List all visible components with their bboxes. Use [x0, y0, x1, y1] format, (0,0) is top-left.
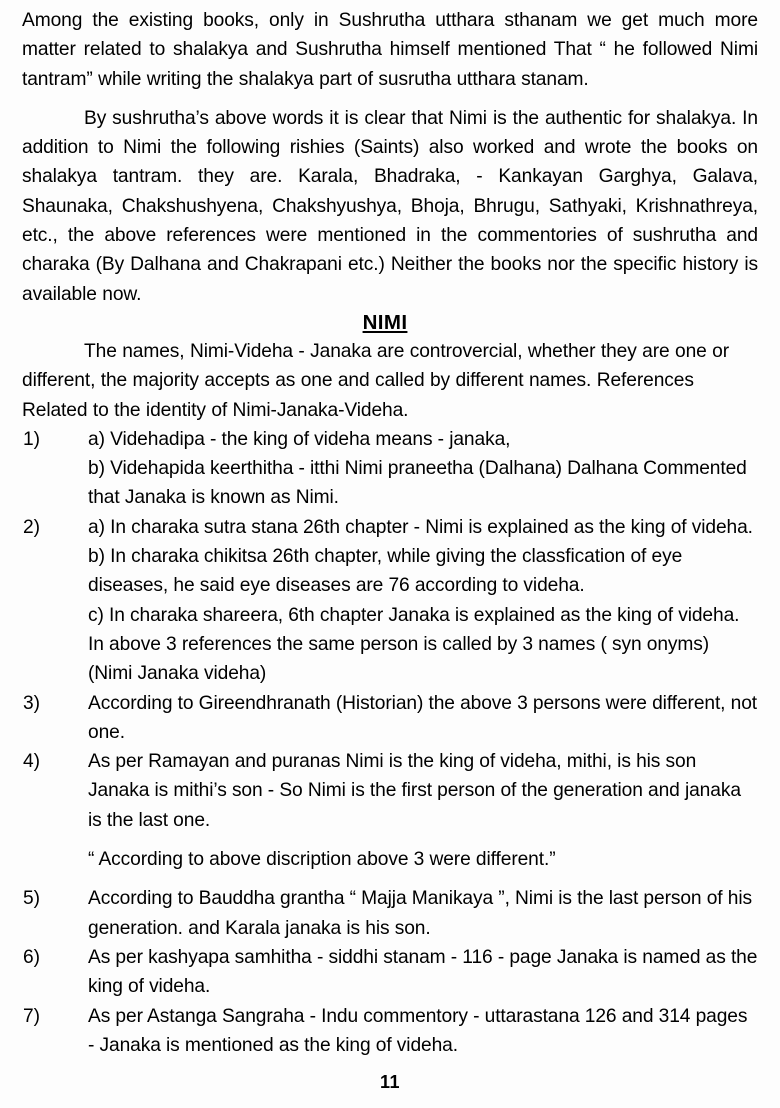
list-item-number: 7) — [23, 1005, 41, 1027]
list-item-number: 6) — [23, 946, 41, 968]
paragraph-1: Among the existing books, only in Sushrutha utthara sthanam we get much more matter related to shalakya and Sushrutha himself mentioned That “ he followed Nimi tantram” while writing the shalakya part of susrutha utthara stanam. — [22, 10, 758, 90]
list-item — [22, 513, 758, 689]
list-item-body — [88, 1002, 758, 1061]
list-item-subline: According to Gireendhranath (Historian) the above 3 persons were different, not one. — [88, 692, 758, 743]
list-item — [22, 689, 758, 748]
list-item-subline: As per kashyapa samhitha - siddhi stanam - 116 - page Janaka is named as the king of videha. — [88, 946, 758, 998]
list-item — [22, 425, 758, 513]
list-item-body — [88, 513, 758, 689]
list-item-subline: a) In charaka sutra stana 26th chapter - Nimi is explained as the king of videha. — [88, 516, 753, 538]
list-item-number: 4) — [23, 751, 41, 773]
list-item-number: 1) — [23, 428, 41, 450]
list-item-subline: As per Astanga Sangraha - Indu commentory - uttarastana 126 and 314 pages - Janaka is mentioned as the king of videha. — [88, 1005, 748, 1056]
list-item — [22, 884, 758, 943]
paragraph-intro: The names, Nimi-Videha - Janaka are controvercial, whether they are one or different, the majority accepts as one and called by different names. References Related to the identity of Nimi-Janaka-Videha. — [22, 340, 730, 421]
list-item-subline: c) In charaka shareera, 6th chapter Janaka is explained as the king of videha. — [88, 604, 740, 626]
list-item — [22, 1002, 758, 1061]
list-item-subline: b) In charaka chikitsa 26th chapter, while giving the classfication of eye diseases, he said eye diseases are 76 according to videha. — [88, 546, 683, 597]
list-item-body — [88, 689, 758, 748]
list-item-subline: a) Videhadipa - the king of videha means - janaka, — [88, 428, 511, 450]
reference-list-continued — [22, 884, 758, 1060]
paragraph-spacer — [22, 94, 758, 104]
paragraph-2: By sushrutha’s above words it is clear that Nimi is the authentic for shalakya. In addition to Nimi the following rishies (Saints) also worked and wrote the books on shalakya tantram. they are. Karala, Bhadraka, - Kankayan Garghya, Galava, Shaunaka, Chakshushyena, Chakshyushya, Bhoja, Bhrugu, Sathyaki, Krishnathreya, etc., the above references were mentioned in the commentories of sushrutha and charaka (By Dalhana and Chakrapani etc.) Neither the books nor the specific history is available now. — [22, 107, 758, 305]
section-heading-nimi: NIMI — [362, 310, 408, 334]
list-item-subline: In above 3 references the same person is called by 3 names ( syn onyms) (Nimi Janaka videha) — [88, 633, 710, 685]
list-item-subline: As per Ramayan and puranas Nimi is the king of videha, mithi, is his son Janaka is mithi’s son - So Nimi is the first person of the generation and janaka is the last one. — [88, 751, 741, 831]
quote-spacer — [22, 835, 758, 845]
document-body — [22, 6, 758, 1060]
list-item-body — [88, 425, 758, 513]
list-item — [22, 943, 758, 1002]
quote-spacer-bottom — [22, 874, 758, 884]
page-number: 11 — [379, 1072, 401, 1092]
inline-quote: “ According to above discription above 3 were different.” — [88, 849, 556, 871]
list-item-body — [88, 747, 758, 835]
list-item-body — [88, 884, 758, 943]
list-item-number: 5) — [23, 888, 41, 910]
list-item-number: 3) — [23, 692, 41, 714]
list-item-number: 2) — [23, 516, 41, 538]
list-item-subline: According to Bauddha grantha “ Majja Manikaya ”, Nimi is the last person of his generation. and Karala janaka is his son. — [88, 888, 752, 939]
reference-list — [22, 425, 758, 835]
list-item — [22, 747, 758, 835]
list-item-subline: b) Videhapida keerthitha - itthi Nimi praneetha (Dalhana) Dalhana Commented that Janaka is known as Nimi. — [88, 458, 747, 509]
list-item-body — [88, 943, 758, 1002]
